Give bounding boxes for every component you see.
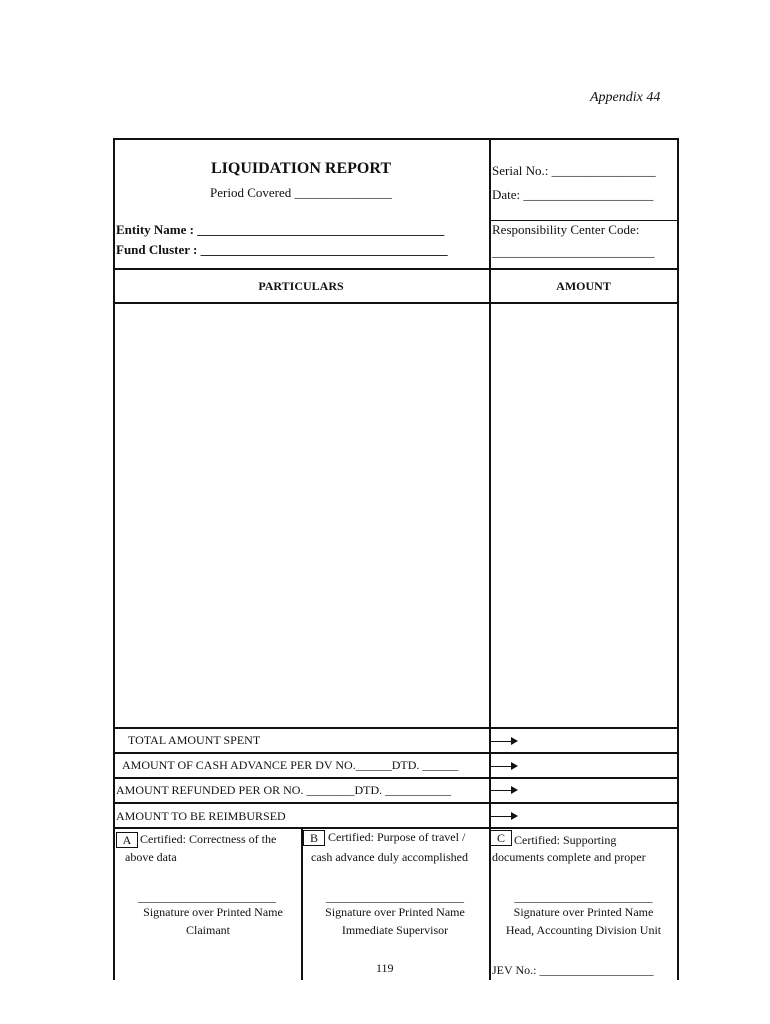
cert-b-line1: Certified: Purpose of travel / [328, 830, 466, 844]
appendix-label: Appendix 44 [590, 90, 661, 105]
particulars-header: PARTICULARS [258, 279, 344, 293]
particulars-entry-area[interactable] [115, 304, 487, 725]
cert-a-line2: above data [125, 850, 177, 864]
period-covered: Period Covered _______________ [210, 185, 392, 200]
amount-header: AMOUNT [556, 279, 611, 293]
cert-b-signature-line[interactable]: _______________________ [326, 890, 464, 904]
cert-a-box: A [116, 832, 138, 848]
amount-entry-area[interactable] [491, 304, 675, 725]
header-bottom-line [113, 268, 679, 270]
cert-c-signature-line[interactable]: _______________________ [514, 890, 653, 904]
arrow-icon [490, 766, 516, 767]
arrow-icon [490, 816, 516, 817]
fund-cluster-field[interactable]: Fund Cluster : ______________________________________ [116, 242, 448, 257]
cert-b-box: B [303, 830, 325, 846]
summary-row-line-2 [113, 777, 679, 779]
cert-a-role: Claimant [186, 923, 230, 937]
summary-row-line-3 [113, 802, 679, 804]
page-number: 119 [376, 961, 394, 975]
cert-a-signature-label: Signature over Printed Name [143, 905, 283, 919]
jev-no-field[interactable]: JEV No.: ___________________ [492, 963, 654, 977]
cash-advance-label[interactable]: AMOUNT OF CASH ADVANCE PER DV NO.______DTD. ______ [122, 758, 459, 772]
cert-a-signature-line[interactable]: _______________________ [138, 890, 276, 904]
responsibility-center-code-field[interactable]: _________________________ [492, 244, 655, 259]
arrow-icon [490, 741, 516, 742]
cert-b-role: Immediate Supervisor [341, 923, 449, 937]
cert-a-line1: Certified: Correctness of the [140, 832, 277, 846]
summary-top-line [113, 727, 679, 729]
cert-c-line1: Certified: Supporting [514, 833, 617, 847]
form-top-border [113, 138, 679, 140]
form-right-border [677, 138, 679, 980]
cert-c-role: Head, Accounting Division Unit [505, 923, 662, 937]
cert-c-box: C [490, 830, 512, 846]
summary-bottom-line [113, 827, 679, 829]
cert-b-line2: cash advance duly accomplished [311, 850, 468, 864]
amount-reimbursed-label: AMOUNT TO BE REIMBURSED [116, 809, 286, 823]
arrow-icon [490, 790, 516, 791]
cert-b-signature-label: Signature over Printed Name [325, 905, 465, 919]
serial-no-field[interactable]: Serial No.: ________________ [492, 163, 656, 178]
responsibility-center-code-label: Responsibility Center Code: [492, 222, 640, 237]
entity-name-field[interactable]: Entity Name : ______________________________________ [116, 222, 445, 237]
cert-c-line2: documents complete and proper [492, 850, 646, 864]
report-title: LIQUIDATION REPORT [210, 160, 392, 177]
header-divider-right [489, 220, 678, 221]
total-amount-spent-label: TOTAL AMOUNT SPENT [128, 733, 261, 747]
date-field[interactable]: Date: ____________________ [492, 187, 654, 202]
cert-c-signature-label: Signature over Printed Name [513, 905, 654, 919]
amount-refunded-label[interactable]: AMOUNT REFUNDED PER OR NO. ________DTD. ___________ [116, 783, 452, 797]
summary-row-line-1 [113, 752, 679, 754]
